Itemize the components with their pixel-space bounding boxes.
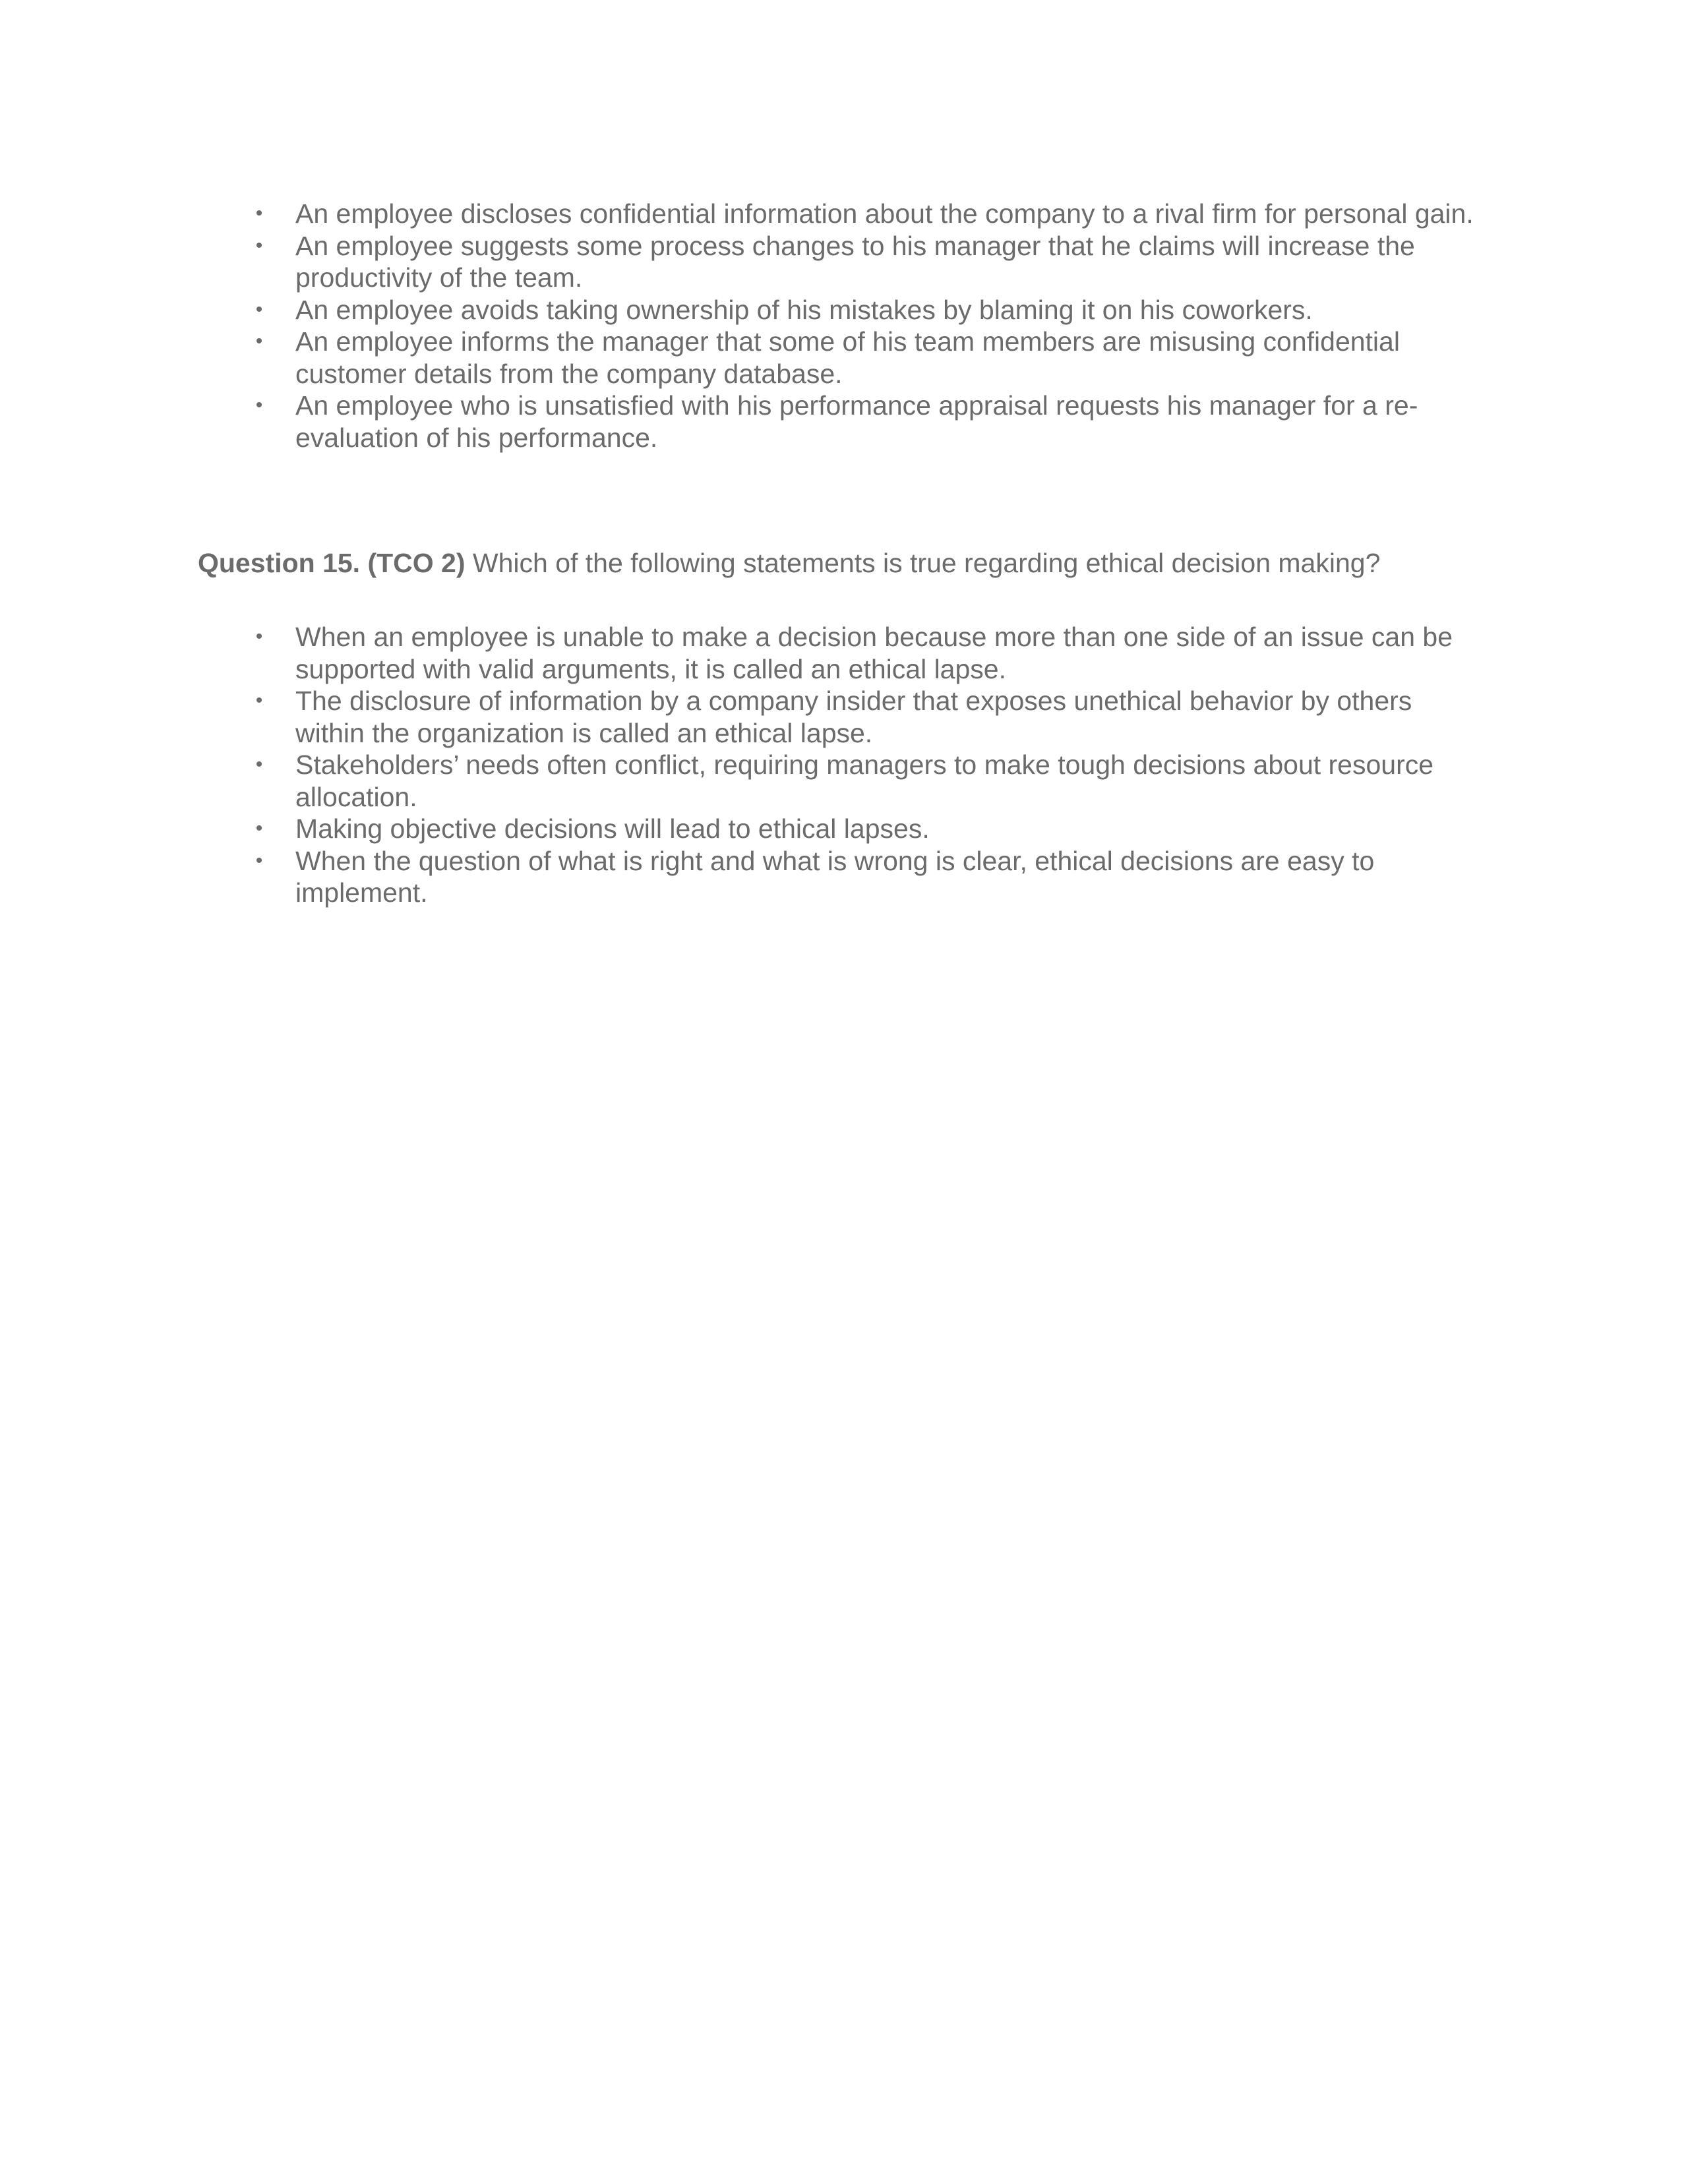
question-heading: [198, 547, 1517, 579]
list-item: [255, 198, 1482, 230]
list-item: [255, 294, 1482, 326]
option-text: When the question of what is right and what is wrong is clear, ethical decisions are easy to implement.: [295, 845, 1375, 908]
question-text: Which of the following statements is true regarding ethical decision making?: [465, 548, 1381, 578]
list-item: [255, 230, 1482, 294]
bullet-icon: •: [255, 626, 263, 647]
list-item: [255, 813, 1482, 845]
bullet-icon: •: [255, 849, 263, 871]
question-label: Question 15. (TCO 2): [198, 548, 466, 578]
option-text: Stakeholders’ needs often conflict, requiring managers to make tough decisions about resource allocation.: [295, 750, 1434, 812]
question-options: [255, 621, 1482, 909]
bullet-icon: •: [255, 234, 263, 256]
bullet-icon: •: [255, 202, 263, 224]
option-text: An employee who is unsatisfied with his performance appraisal requests his manager for a re-evaluation of his performance.: [295, 390, 1418, 453]
bullet-icon: •: [255, 690, 263, 711]
list-item: [255, 326, 1482, 390]
option-text: The disclosure of information by a company insider that exposes unethical behavior by others within the organization is called an ethical lapse.: [295, 686, 1412, 748]
option-text: An employee suggests some process changes to his manager that he claims will increase the productivity of the team.: [295, 230, 1415, 293]
option-text: Making objective decisions will lead to ethical lapses.: [295, 813, 930, 844]
list-item: [255, 845, 1482, 909]
option-text: An employee avoids taking ownership of his mistakes by blaming it on his coworkers.: [295, 294, 1313, 325]
option-text: An employee informs the manager that some of his team members are misusing confidential customer details from the company database.: [295, 326, 1400, 389]
bullet-icon: •: [255, 394, 263, 416]
list-item: [255, 685, 1482, 749]
bullet-icon: •: [255, 817, 263, 839]
list-item: [255, 390, 1482, 454]
option-text: An employee discloses confidential information about the company to a rival firm for personal gain.: [295, 198, 1474, 229]
list-item: [255, 621, 1482, 685]
list-item: [255, 749, 1482, 813]
previous-question-options: [255, 198, 1482, 454]
bullet-icon: •: [255, 753, 263, 775]
bullet-icon: •: [255, 298, 263, 320]
option-text: When an employee is unable to make a decision because more than one side of an issue can be supported with valid arguments, it is called an ethical lapse.: [295, 622, 1453, 684]
bullet-icon: •: [255, 330, 263, 352]
